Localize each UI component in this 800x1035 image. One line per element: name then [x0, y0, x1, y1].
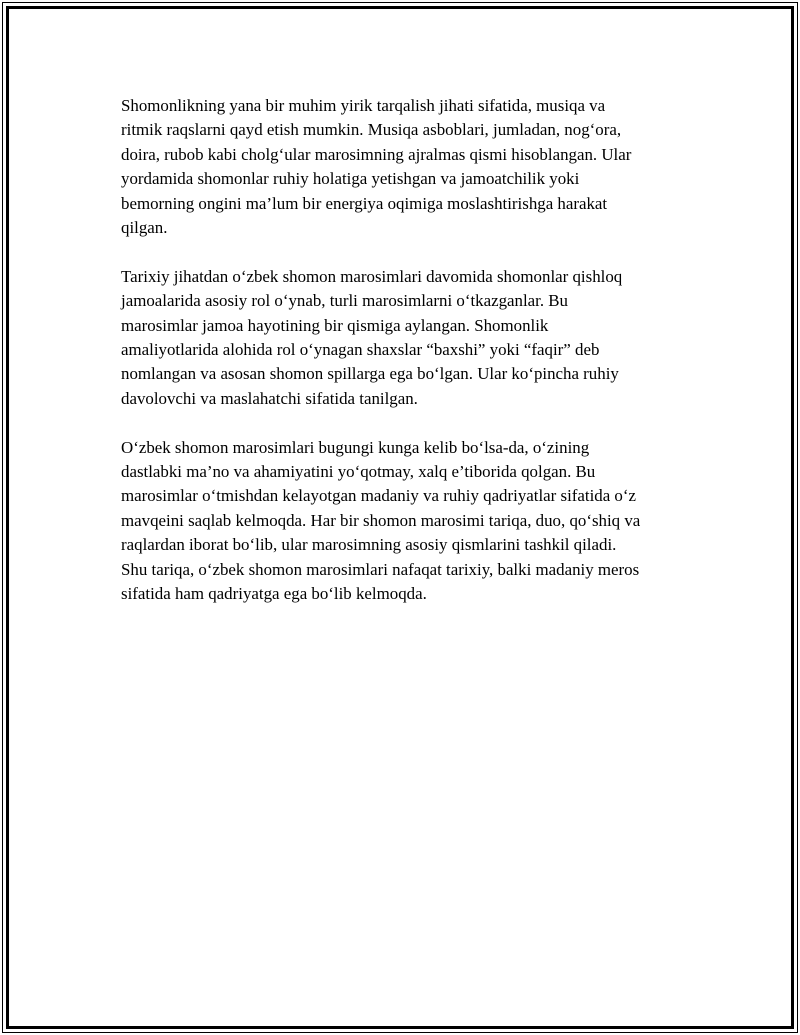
text-line: amaliyotlarida alohida rol o‘ynagan shaxslar “baxshi” yoki “faqir” deb [121, 340, 600, 360]
paragraph-3 [121, 436, 691, 607]
text-line: nomlangan va asosan shomon spillarga ega bo‘lgan. Ular ko‘pincha ruhiy [121, 364, 619, 384]
text-line: O‘zbek shomon marosimlari bugungi kunga kelib bo‘lsa-da, o‘zining [121, 437, 590, 457]
paragraph-1 [121, 94, 691, 240]
text-line: Shomonlikning yana bir muhim yirik tarqalish jihati sifatida, musiqa va [121, 96, 606, 115]
text-line: yordamida shomonlar ruhiy holatiga yetishgan va jamoatchilik yoki [121, 169, 580, 189]
text-line: bemorning ongini ma’lum bir energiya oqimiga moslashtirishga harakat [121, 193, 608, 213]
text-line: ritmik raqslarni qayd etish mumkin. Musiqa asboblari, jumladan, nog‘ora, [121, 120, 622, 140]
text-line: dastlabki ma’no va ahamiyatini yo‘qotmay, xalq e’tiborida qolgan. Bu [121, 462, 596, 482]
text-line: raqlardan iborat bo‘lib, ular marosimning asosiy qismlarini tashkil qiladi. [121, 535, 617, 555]
document-body [121, 94, 691, 631]
text-line: Shu tariqa, o‘zbek shomon marosimlari nafaqat tarixiy, balki madaniy meros [121, 559, 640, 579]
text-line: davolovchi va maslahatchi sifatida tanilgan. [121, 388, 418, 408]
text-line: sifatida ham qadriyatga ega bo‘lib kelmoqda. [121, 584, 427, 604]
text-line: jamoalarida asosiy rol o‘ynab, turli marosimlarni o‘tkazganlar. Bu [121, 291, 569, 311]
text-line: marosimlar jamoa hayotining bir qismiga aylangan. Shomonlik [121, 315, 549, 335]
text-line: Tarixiy jihatdan o‘zbek shomon marosimlari davomida shomonlar qishloq [121, 266, 623, 286]
text-line: doira, rubob kabi cholg‘ular marosimning ajralmas qismi hisoblangan. Ular [121, 144, 632, 164]
paragraph-2 [121, 265, 691, 411]
text-line: qilgan. [121, 218, 168, 238]
text-line: mavqeini saqlab kelmoqda. Har bir shomon marosimi tariqa, duo, qo‘shiq va [121, 510, 641, 530]
document-page [2, 2, 798, 1033]
text-line: marosimlar o‘tmishdan kelayotgan madaniy va ruhiy qadriyatlar sifatida o‘z [121, 486, 636, 506]
